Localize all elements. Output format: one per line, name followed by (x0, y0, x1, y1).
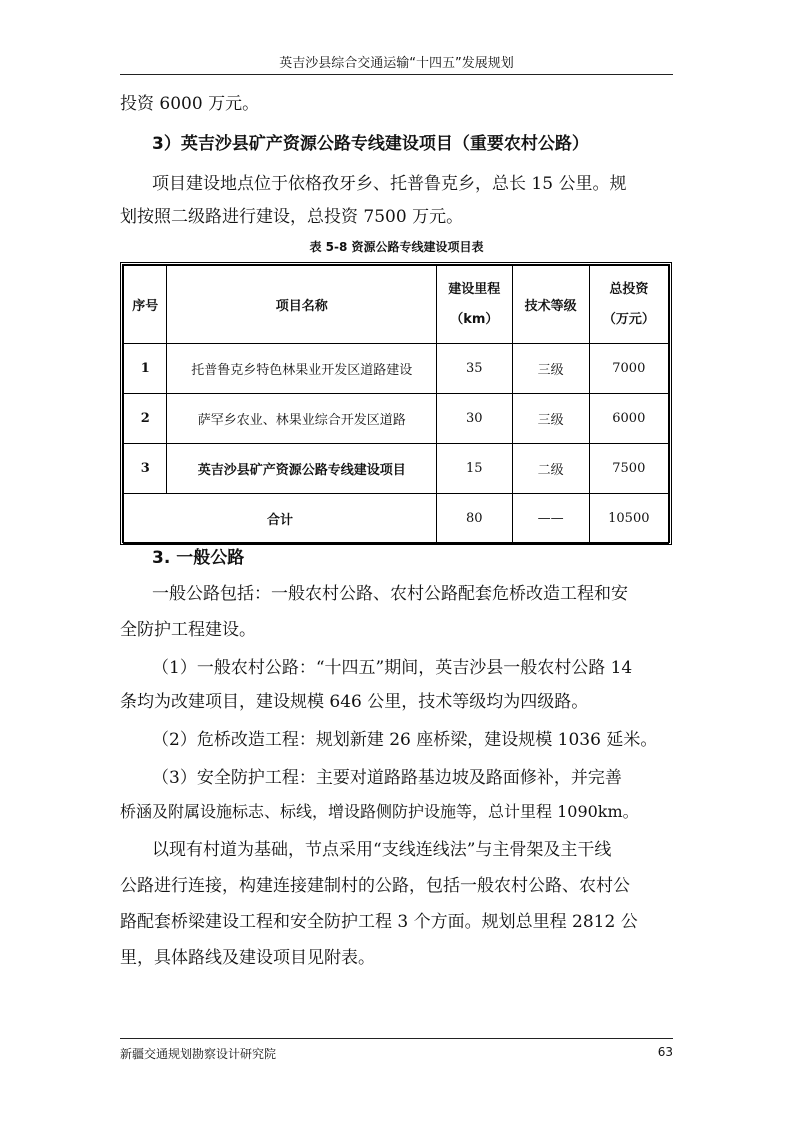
page-number: 63 (657, 1045, 673, 1059)
paragraph-line: 路配套桥梁建设工程和安全防护工程 3 个方面。规划总里程 2812 公 (120, 912, 638, 932)
header-investment (589, 266, 668, 344)
running-header: 英吉沙县综合交通运输“十四五”发展规划 (279, 56, 514, 71)
cell-total-grade: —— (512, 494, 589, 544)
header-index: 序号 (124, 266, 167, 344)
header-divider (120, 74, 673, 75)
table-caption: 表 5-8 资源公路专线建设项目表 (309, 240, 484, 254)
footer-organization: 新疆交通规划勘察设计研究院 (120, 1047, 277, 1061)
cell-project-name: 英吉沙县矿产资源公路专线建设项目 (167, 444, 437, 494)
table-row (124, 394, 669, 444)
cell-index: 1 (124, 344, 167, 394)
section-heading-general-roads: 3. 一般公路 (152, 548, 245, 568)
paragraph-line: 以现有村道为基础，节点采用“支线连线法”与主骨架及主干线 (152, 840, 612, 860)
cell-project-name: 托普鲁克乡特色林果业开发区道路建设 (167, 344, 437, 394)
cell-mileage: 30 (437, 394, 513, 444)
cell-investment: 7500 (589, 444, 668, 494)
paragraph-line: 全防护工程建设。 (120, 620, 256, 640)
project-table (120, 262, 672, 545)
paragraph-line: 项目建设地点位于依格孜牙乡、托普鲁克乡，总长 15 公里。规 (152, 174, 627, 194)
cell-total-mileage: 80 (437, 494, 513, 544)
table-total-row (124, 494, 669, 544)
header-grade: 技术等级 (512, 266, 589, 344)
table-header-row (124, 266, 669, 344)
header-investment-unit: （万元） (602, 311, 655, 327)
header-mileage-unit: （km） (450, 311, 499, 327)
section-heading-3: 3）英吉沙县矿产资源公路专线建设项目（重要农村公路） (152, 134, 589, 154)
paragraph-line: 公路进行连接，构建连接建制村的公路，包括一般农村公路、农村公 (120, 876, 630, 896)
table-row (124, 344, 669, 394)
cell-investment: 7000 (589, 344, 668, 394)
paragraph-line: 条均为改建项目，建设规模 646 公里，技术等级均为四级路。 (120, 692, 589, 712)
cell-grade: 二级 (512, 444, 589, 494)
paragraph-line: （2）危桥改造工程：规划新建 26 座桥梁，建设规模 1036 延米。 (152, 730, 658, 750)
cell-mileage: 15 (437, 444, 513, 494)
cell-index: 2 (124, 394, 167, 444)
cell-investment: 6000 (589, 394, 668, 444)
paragraph-line: 里，具体路线及建设项目见附表。 (120, 948, 375, 968)
cell-grade: 三级 (512, 394, 589, 444)
footer-divider (120, 1038, 673, 1039)
cell-total-investment: 10500 (589, 494, 668, 544)
cell-mileage: 35 (437, 344, 513, 394)
header-investment-label: 总投资 (609, 281, 649, 297)
cell-project-name: 萨罕乡农业、林果业综合开发区道路 (167, 394, 437, 444)
header-project-name: 项目名称 (167, 266, 437, 344)
paragraph-line: 桥涵及附属设施标志、标线，增设路侧防护设施等，总计里程 1090km。 (120, 802, 639, 821)
header-mileage (437, 266, 513, 344)
cell-grade: 三级 (512, 344, 589, 394)
header-mileage-label: 建设里程 (448, 281, 501, 297)
table-row (124, 444, 669, 494)
paragraph-line: （3）安全防护工程：主要对道路路基边坡及路面修补，并完善 (152, 768, 622, 788)
paragraph-line: 一般公路包括：一般农村公路、农村公路配套危桥改造工程和安 (152, 584, 628, 604)
cell-index: 3 (124, 444, 167, 494)
paragraph-line: 划按照二级路进行建设，总投资 7500 万元。 (120, 207, 464, 227)
cell-total-label: 合计 (124, 494, 437, 544)
paragraph-continuation: 投资 6000 万元。 (120, 94, 260, 114)
paragraph-line: （1）一般农村公路：“十四五”期间，英吉沙县一般农村公路 14 (152, 658, 633, 678)
